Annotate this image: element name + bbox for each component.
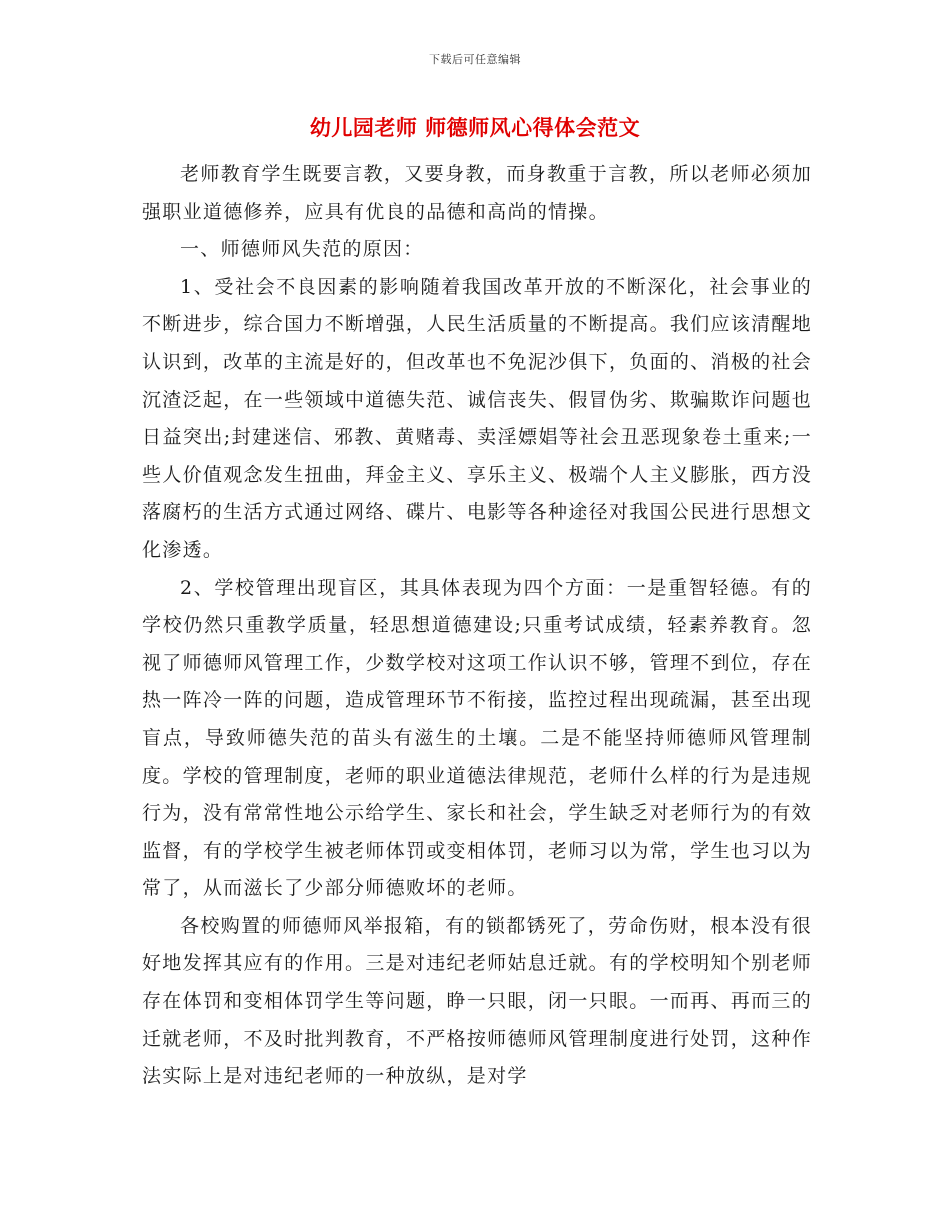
paragraph: 老师教育学生既要言教，又要身教，而身教重于言教，所以老师必须加强职业道德修养，应具有优良的品德和高尚的情操。 xyxy=(142,163,812,223)
paragraph: 1、受社会不良因素的影响随着我国改革开放的不断深化，社会事业的不断进步，综合国力不断增强，人民生活质量的不断提高。我们应该清醒地认识到，改革的主流是好的，但改革也不免泥沙俱下，负面的、消极的社会沉渣泛起，在一些领域中道德失范、诚信丧失、假冒伪劣、欺骗欺诈问题也日益突出;封建迷信、邪教、黄赌毒、卖淫嫖娼等社会丑恶现象卷土重来;一些人价值观念发生扭曲，拜金主义、享乐主义、极端个人主义膨胀，西方没落腐朽的生活方式通过网络、碟片、电影等各种途径对我国公民进行思想文化渗透。 xyxy=(142,275,812,561)
document-body xyxy=(142,156,812,1096)
paragraph: 2、学校管理出现盲区，其具体表现为四个方面：一是重智轻德。有的学校仍然只重教学质量，轻思想道德建设;只重考试成绩，轻素养教育。忽视了师德师风管理工作，少数学校对这项工作认识不够，管理不到位，存在热一阵冷一阵的问题，造成管理环节不衔接，监控过程出现疏漏，甚至出现盲点，导致师德失范的苗头有滋生的土壤。二是不能坚持师德师风管理制度。学校的管理制度，老师的职业道德法律规范，老师什么样的行为是违规行为，没有常常性地公示给学生、家长和社会，学生缺乏对老师行为的有效监督，有的学校学生被老师体罚或变相体罚，老师习以为常，学生也习以为常了，从而滋长了少部分师德败坏的老师。 xyxy=(142,576,812,900)
document-title: 幼儿园老师 师德师风心得体会范文 xyxy=(309,115,641,140)
header-note: 下载后可任意编辑 xyxy=(429,53,521,66)
paragraph: 各校购置的师德师风举报箱，有的锁都锈死了，劳命伤财，根本没有很好地发挥其应有的作用。三是对违纪老师姑息迁就。有的学校明知个别老师存在体罚和变相体罚学生等问题，睁一只眼，闭一只眼。一而再、再而三的迁就老师，不及时批判教育，不严格按师德师风管理制度进行处罚，这种作法实际上是对违纪老师的一种放纵，是对学 xyxy=(142,914,812,1088)
section-heading: 一、师德师风失范的原因： xyxy=(180,238,424,261)
